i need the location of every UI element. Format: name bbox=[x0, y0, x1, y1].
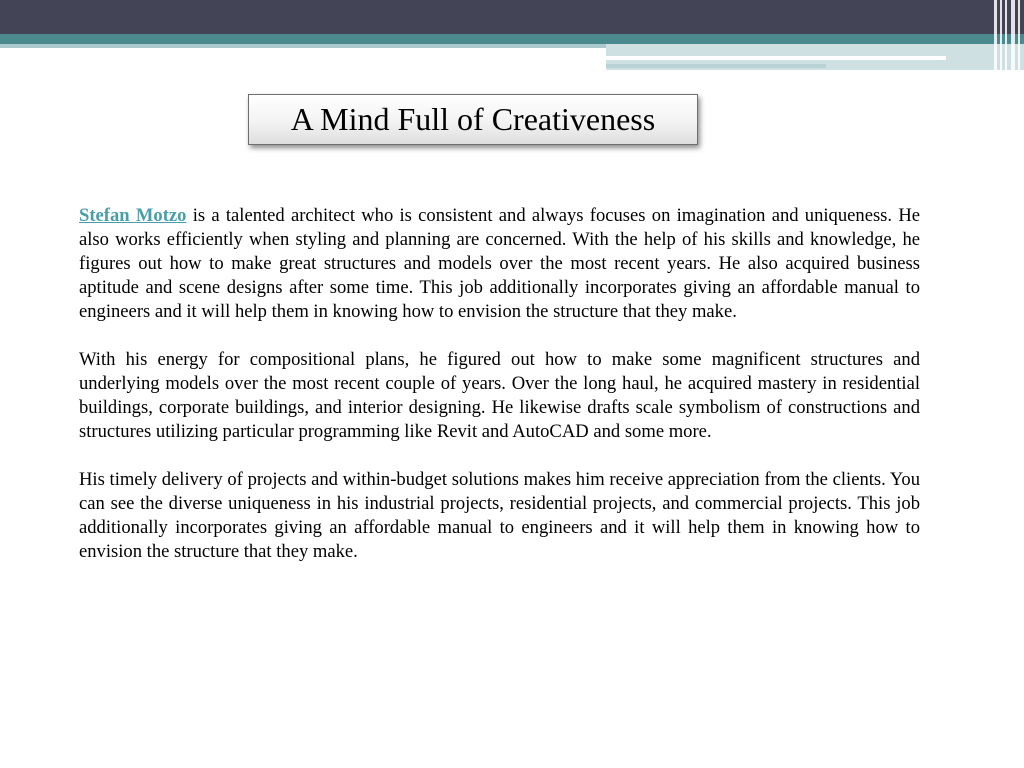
header-vertical-stripe bbox=[1018, 0, 1020, 70]
header-vertical-stripe bbox=[1000, 0, 1002, 70]
header-right-stripe-lower bbox=[606, 64, 826, 68]
header-dark-band bbox=[0, 0, 1024, 34]
paragraph-1-text: is a talented architect who is consistent and always focuses on imagination and uniqueness. He also works efficiently when styling and planning are concerned. With the help of his skills and knowledge, he figures out how to make great structures and models over the most recent years. He also acquired business aptitude and scene designs after some time. This job additionally incorporates giving an affordable manual to engineers and it will help them in knowing how to envision the structure that they make. bbox=[79, 205, 920, 322]
header-light-band bbox=[0, 44, 606, 48]
name-link[interactable]: Stefan Motzo bbox=[79, 205, 187, 226]
header-vertical-stripe bbox=[1005, 0, 1007, 70]
header-teal-band bbox=[0, 34, 1024, 44]
slide-title: A Mind Full of Creativeness bbox=[290, 101, 656, 137]
paragraph-2: With his energy for compositional plans, he figured out how to make some magnificent structures and underlying models over the most recent couple of years. Over the long haul, he acquired mastery in residential buildings, corporate buildings, and interior designing. He likewise drafts scale symbolism of constructions and structures utilizing particular programming like Revit and AutoCAD and some more. bbox=[79, 349, 920, 442]
title-box bbox=[248, 94, 698, 145]
paragraph-3: His timely delivery of projects and within-budget solutions makes him receive appreciation from the clients. You can see the diverse uniqueness in his industrial projects, residential projects, and commercial projects. This job additionally incorporates giving an affordable manual to engineers and it will help them in knowing how to envision the structure that they make. bbox=[79, 469, 920, 562]
header-right-stripe bbox=[606, 56, 946, 60]
body-text bbox=[79, 204, 920, 588]
paragraph-1 bbox=[79, 204, 920, 324]
header-vertical-stripe bbox=[994, 0, 997, 70]
header-vertical-stripe bbox=[1011, 0, 1015, 70]
